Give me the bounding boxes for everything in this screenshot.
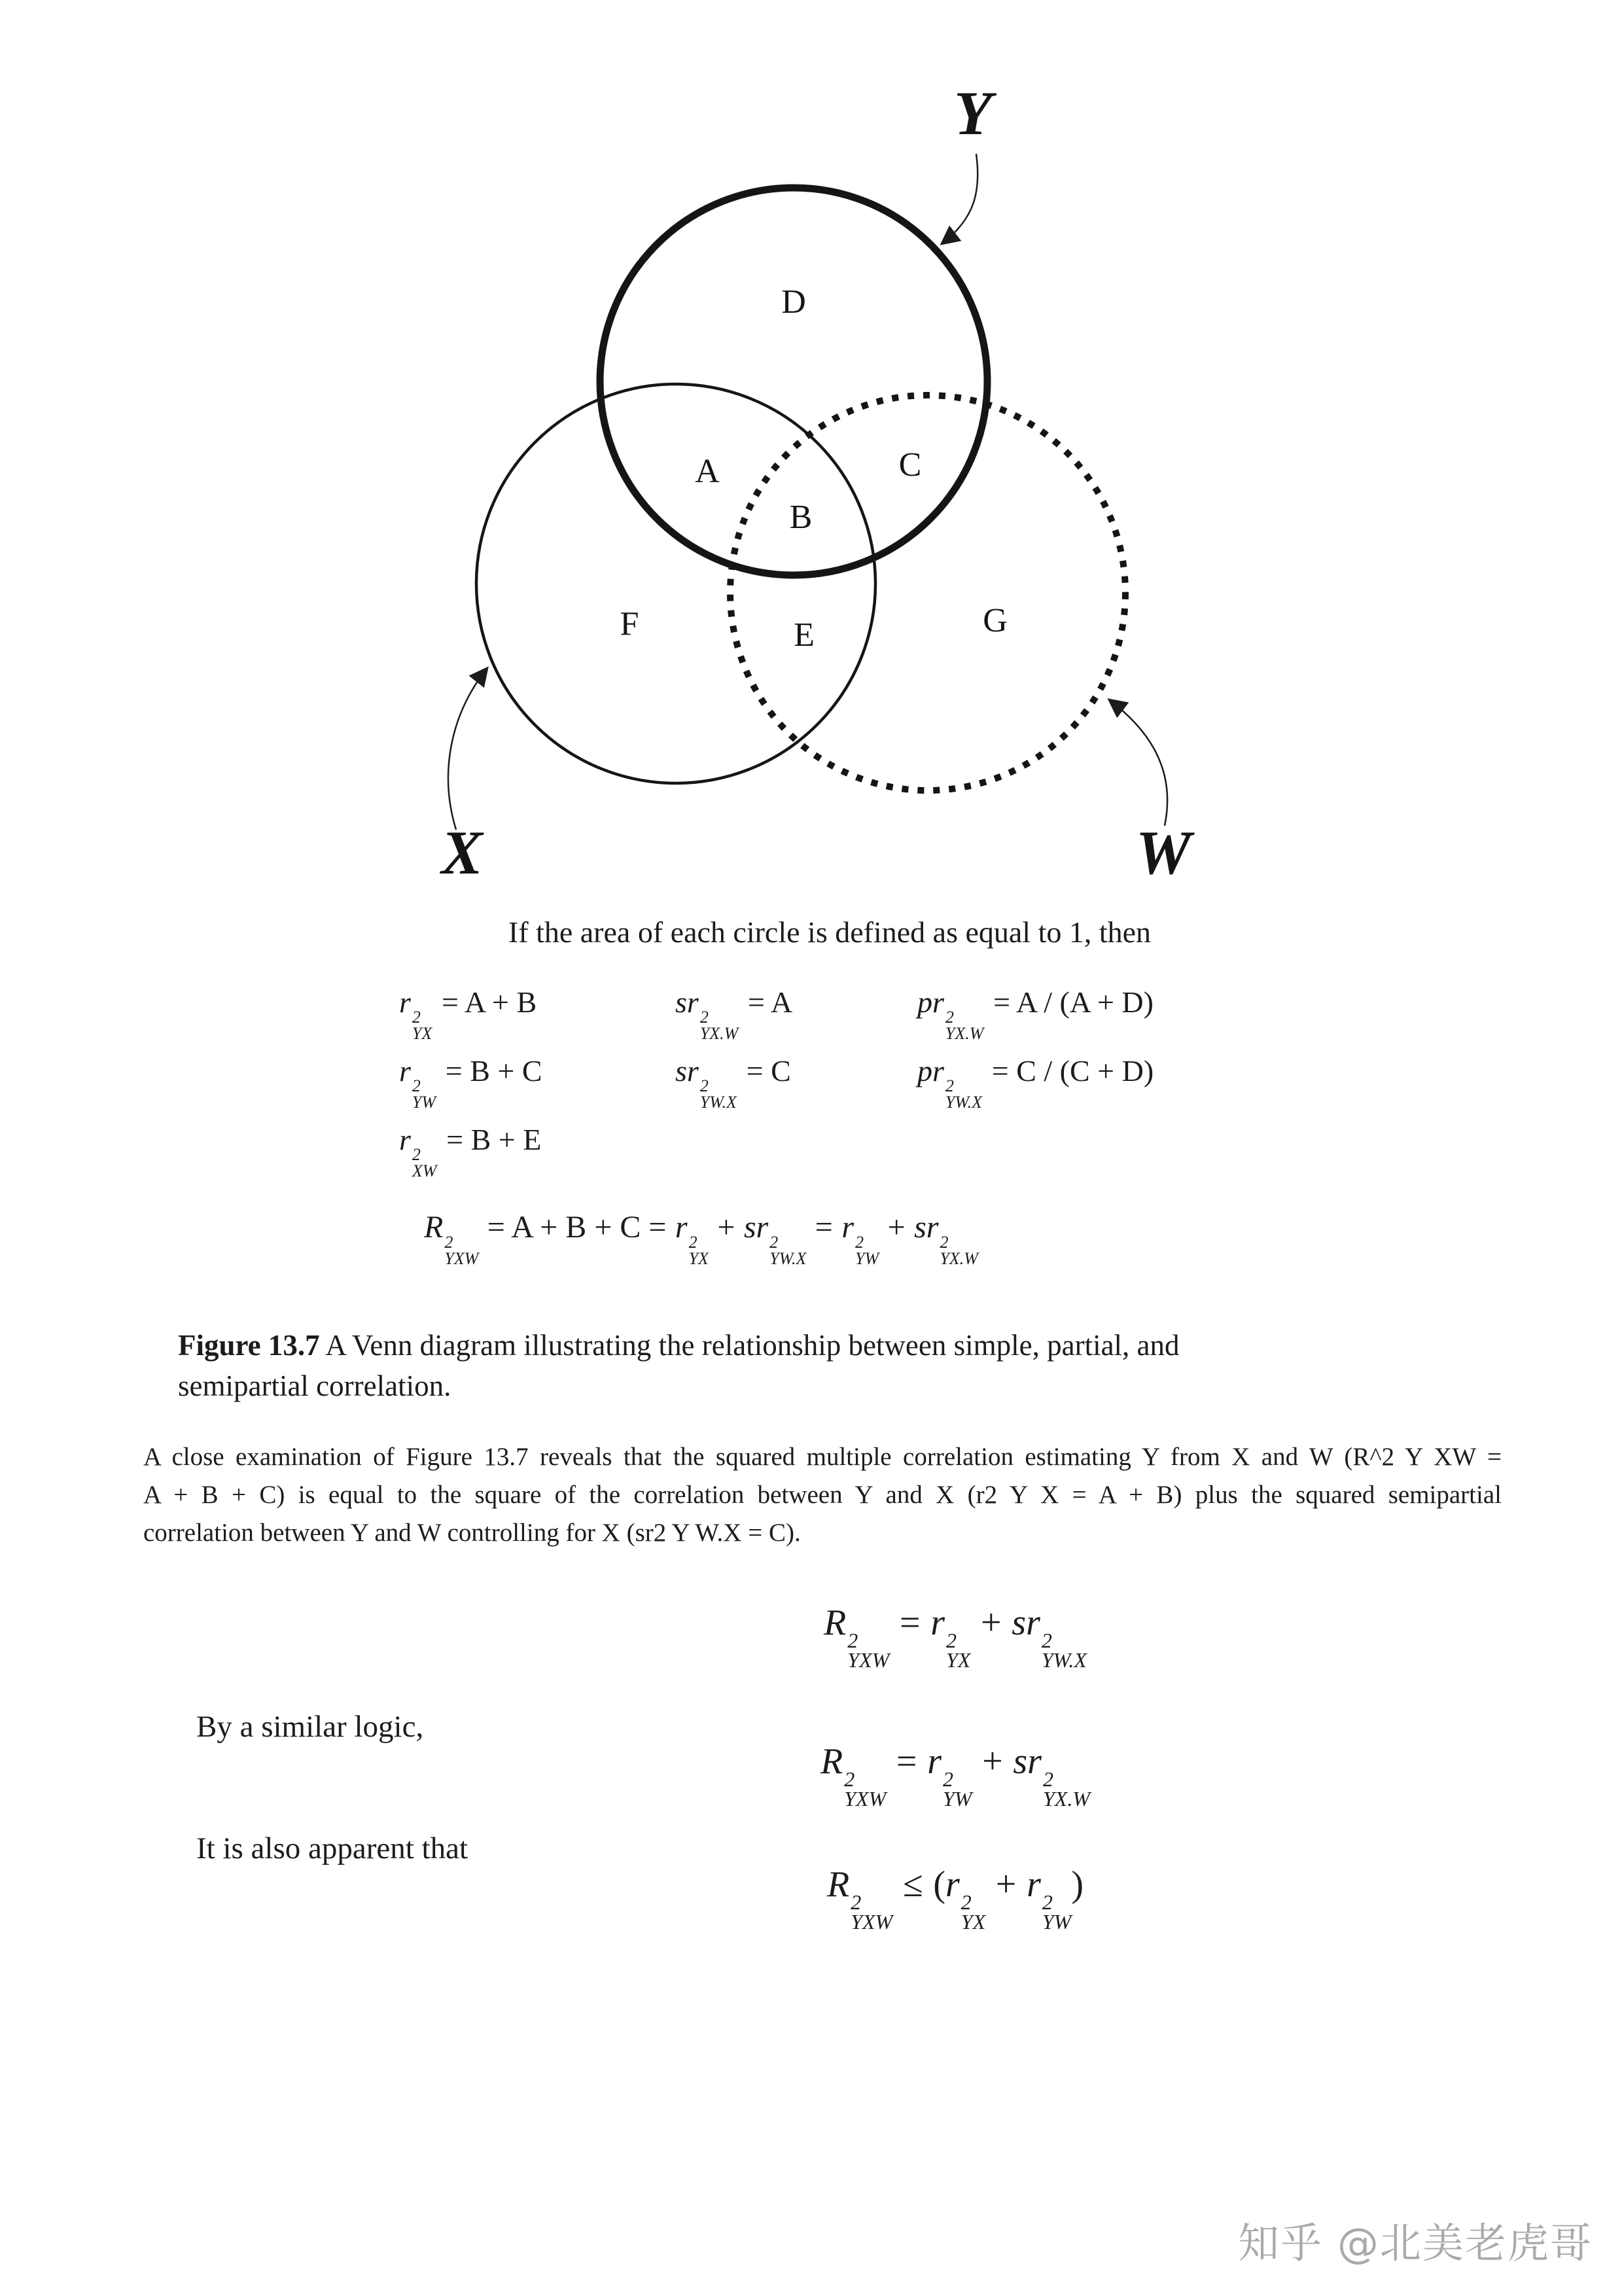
intro-line: If the area of each circle is defined as equal to 1, then bbox=[508, 915, 1152, 949]
variable-label-w: W bbox=[1135, 818, 1191, 887]
region-label-f: F bbox=[620, 605, 639, 643]
figure-caption-line1: Figure 13.7 A Venn diagram illustrating the relationship between simple, partial, and bbox=[178, 1329, 1180, 1362]
zhihu-watermark: 知乎 @北美老虎哥 bbox=[1237, 2219, 1593, 2267]
display-equation-1: R 2 YXW = r 2 YX + sr 2 YW.X bbox=[824, 1602, 1087, 1672]
region-label-e: E bbox=[794, 616, 815, 654]
body-paragraph bbox=[143, 1438, 1502, 1552]
equation-pr2-ywx: pr 2 YW.X = C / (C + D) bbox=[917, 1054, 1154, 1112]
circle-w bbox=[730, 395, 1125, 790]
equation-sr2-ywx: sr 2 YW.X = C bbox=[675, 1054, 791, 1112]
paragraph-line: A close examination of Figure 13.7 reveals that the squared multiple correlation estimating Y from X and W (R^2 Y XW = bbox=[143, 1443, 1502, 1471]
equation-r2-xw: r 2 XW = B + E bbox=[399, 1123, 542, 1180]
region-label-d: D bbox=[781, 283, 806, 321]
paragraph-line: A + B + C) is equal to the square of the correlation between Y and X (r2 Y X = A + B) plus the squared semipartial bbox=[143, 1481, 1502, 1509]
figure-caption-label: Figure 13.7 bbox=[178, 1329, 320, 1362]
variable-label-y: Y bbox=[953, 79, 993, 148]
variable-label-x: X bbox=[441, 818, 483, 887]
equation-r2-yx: r 2 YX = A + B bbox=[399, 985, 537, 1043]
region-label-b: B bbox=[789, 499, 813, 536]
display-equation-2: R 2 YXW = r 2 YW + sr 2 YX.W bbox=[820, 1741, 1090, 1811]
region-label-c: C bbox=[898, 446, 922, 484]
equation-r2-yxw-decomposition: R 2 YXW = A + B + C = r 2 YX + sr 2 YW.X = r 2 YW + sr 2 YX.W bbox=[424, 1210, 978, 1268]
circle-x bbox=[476, 384, 875, 783]
display-equation-3: R 2 YXW ≤ (r 2 YX + r 2 YW ) bbox=[827, 1864, 1084, 1934]
equation-sr2-yxw: sr 2 YX.W = A bbox=[675, 985, 793, 1043]
region-label-a: A bbox=[695, 453, 720, 490]
paragraph-line: correlation between Y and W controlling for X (sr2 Y W.X = C). bbox=[143, 1519, 801, 1547]
region-label-g: G bbox=[983, 602, 1008, 639]
arrow-to-y-circle bbox=[942, 154, 978, 243]
equation-pr2-yxw: pr 2 YX.W = A / (A + D) bbox=[917, 985, 1154, 1043]
arrow-to-x-circle bbox=[448, 669, 487, 830]
arrow-to-w-circle bbox=[1110, 700, 1167, 826]
equation-r2-yw: r 2 YW = B + C bbox=[399, 1054, 542, 1112]
figure-caption-line2: semipartial correlation. bbox=[178, 1369, 451, 1402]
venn-diagram bbox=[288, 52, 1256, 903]
note-also-apparent: It is also apparent that bbox=[196, 1831, 468, 1865]
note-by-similar-logic: By a similar logic, bbox=[196, 1710, 424, 1744]
